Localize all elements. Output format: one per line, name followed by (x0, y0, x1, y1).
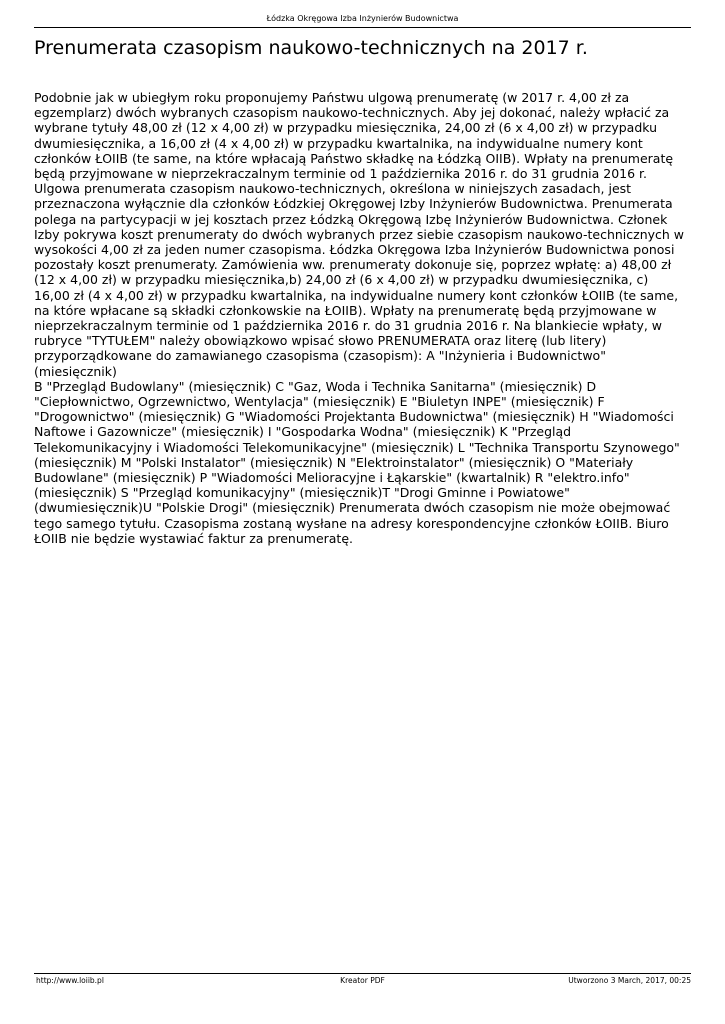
article-title: Prenumerata czasopism naukowo-technicznych na 2017 r. (34, 37, 588, 59)
header-organization: Łódzka Okręgowa Izba Inżynierów Budownictwa (266, 14, 459, 23)
footer-created-date: Utworzono 3 March, 2017, 00:25 (568, 976, 691, 985)
page-footer (34, 973, 691, 986)
page-header (34, 13, 691, 28)
footer-url-link[interactable]: http://www.loiib.pl (36, 976, 104, 985)
article-body: Podobnie jak w ubiegłym roku proponujemy Państwu ulgową prenumeratę (w 2017 r. 4,00 zł za egzemplarz) dwóch wybranych czasopism naukowo-technicznych. Aby jej dokonać, należy wpłacić za wybrane tytuły 48,00 zł (12 x 4,00 zł) w przypadku miesięcznika, 24,00 zł (6 x 4,00 zł) w przypadku dwumiesięcznika, a 16,00 zł (4 x 4,00 zł) w przypadku kwartalnika, na indywidualne numery kont członków ŁOIIB (te same, na które wpłacają Państwo składkę na Łódzką OIIB). Wpłaty na prenumeratę będą przyjmowane w nieprzekraczalnym terminie od 1 października 2016 r. do 31 grudnia 2016 r. Ulgowa prenumerata czasopism naukowo-technicznych, określona w niniejszych zasadach, jest przeznaczona wyłącznie dla członków Łódzkiej Okręgowej Izby Inżynierów Budownictwa. Prenumerata polega na partycypacji w jej kosztach przez Łódzką Okręgową Izbę Inżynierów Budownictwa. Członek Izby pokrywa koszt prenumeraty do dwóch wybranych przez siebie czasopism naukowo-technicznych w wysokości 4,00 zł za jeden numer czasopisma. Łódzka Okręgowa Izba Inżynierów Budownictwa ponosi pozostały koszt prenumeraty. Zamówienia ww. prenumeraty dokonuje się, poprzez wpłatę: a) 48,00 zł (12 x 4,00 zł) w przypadku miesięcznika,b) 24,00 zł (6 x 4,00 zł) w przypadku dwumiesięcznika, c) 16,00 zł (4 x 4,00 zł) w przypadku kwartalnika, na indywidualne numery kont członków ŁOIIB (te same, na które wpłacane są składki członkowskie na ŁOIIB). Wpłaty na prenumeratę będą przyjmowane w nieprzekraczalnym terminie od 1 października 2016 r. do 31 grudnia 2016 r. Na blankiecie wpłaty, w rubryce "TYTUŁEM" należy obowiązkowo wpisać słowo PRENUMERATA oraz literę (lub litery) przyporządkowane do zamawianego czasopisma (czasopism): A "Inżynieria i Budownictwo" (miesięcznik) B "Przegląd Budowlany" (miesięcznik) C "Gaz, Woda i Technika Sanitarna" (miesięcznik) D "Ciepłownictwo, Ogrzewnictwo, Wentylacja" (miesięcznik) E "Biuletyn INPE" (miesięcznik) F "Drogownictwo" (miesięcznik) G "Wiadomości Projektanta Budownictwa" (miesięcznik) H "Wiadomości Naftowe i Gazownicze" (miesięcznik) I "Gospodarka Wodna" (miesięcznik) K "Przegląd Telekomunikacyjny i Wiadomości Telekomunikacyjne" (miesięcznik) L "Technika Transportu Szynowego" (miesięcznik) M "Polski Instalator" (miesięcznik) N "Elektroinstalator" (miesięcznik) O "Materiały Budowlane" (miesięcznik) P "Wiadomości Melioracyjne i Łąkarskie" (kwartalnik) R "elektro.info" (miesięcznik) S "Przegląd komunikacyjny" (miesięcznik)T "Drogi Gminne i Powiatowe" (dwumiesięcznik)U "Polskie Drogi" (miesięcznik) Prenumerata dwóch czasopism nie może obejmować tego samego tytułu. Czasopisma zostaną wysłane na adresy korespondencyjne członków ŁOIIB. Biuro ŁOIIB nie będzie wystawiać faktur za prenumeratę. (34, 90, 685, 546)
footer-generator: Kreator PDF (340, 976, 385, 985)
